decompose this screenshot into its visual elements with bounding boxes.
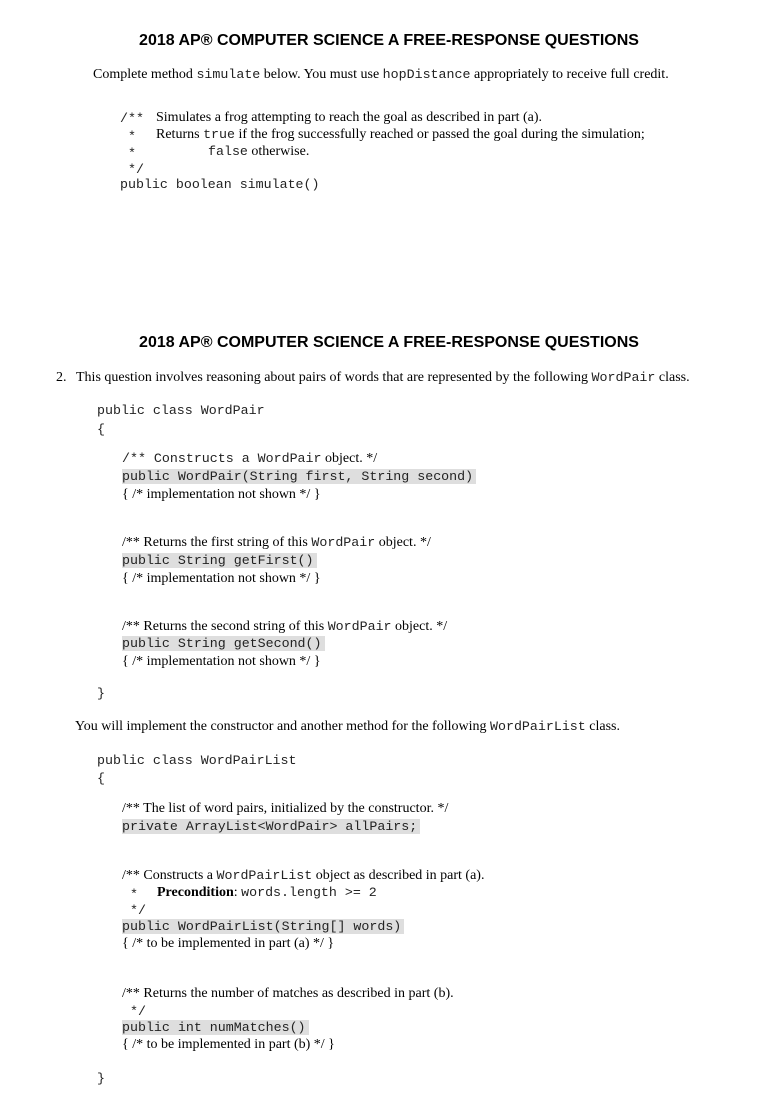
page-header: 2018 AP® COMPUTER SCIENCE A FREE-RESPONSE QUESTIONS [139,334,639,351]
code-inline-true: true [203,127,235,142]
javadoc-text: otherwise. [247,144,310,159]
instruction-text-part: below. You must use [260,67,383,82]
javadoc-comment: /** Returns the number of matches as described in part (b). [122,986,454,1001]
javadoc-text: object. */ [391,619,448,634]
implementation-not-shown: { /* implementation not shown */ } [122,654,321,669]
javadoc-star: * [128,146,136,161]
javadoc-text: /** Constructs a [122,868,217,883]
question-text-part: class. [655,370,690,385]
javadoc-text: object. */ [375,535,431,550]
javadoc-text: /** Constructs a [122,451,258,466]
javadoc-comment [122,619,447,635]
code-inline-simulate: simulate [196,67,261,82]
implementation-not-shown: { /* implementation not shown */ } [122,487,321,502]
class-declaration-wordpairlist: public class WordPairList [97,753,297,768]
javadoc-text: object as described in part (a). [312,868,485,883]
method-signature-wordpair-constructor: public WordPair(String first, String second) [122,469,476,484]
javadoc-line: Simulates a frog attempting to reach the goal as described in part (a). [156,110,543,125]
implementation-not-shown: { /* implementation not shown */ } [122,571,321,586]
code-inline-wordpairlist: WordPairList [216,868,313,883]
method-signature-getsecond: public String getSecond() [122,636,325,651]
precondition-line [157,885,377,901]
implementation-instruction [75,719,620,735]
implementation-part-b: { /* to be implemented in part (b) */ } [122,1037,335,1052]
open-brace: { [97,422,105,437]
javadoc-text: Returns [156,127,204,142]
code-inline-false: false [208,144,248,159]
instruction-text-part: appropriately to receive full credit. [470,67,669,82]
javadoc-star: * [130,887,138,902]
field-declaration-allpairs: private ArrayList<WordPair> allPairs; [122,819,420,834]
page-header: 2018 AP® COMPUTER SCIENCE A FREE-RESPONSE QUESTIONS [139,32,639,49]
javadoc-close: */ [128,162,144,177]
javadoc-close: */ [130,1004,146,1019]
close-brace: } [97,686,105,701]
precondition-label: Precondition [157,885,234,900]
question-text [76,370,690,386]
javadoc-comment [122,535,431,551]
javadoc-comment: /** The list of word pairs, initialized by the constructor. */ [122,801,449,816]
implementation-part-a: { /* to be implemented in part (a) */ } [122,936,335,951]
precondition-colon: : [233,885,242,900]
instruction-text-part: Complete method [93,67,197,82]
instruction-text-part: class. [585,719,620,734]
code-inline-hopdistance: hopDistance [382,67,471,82]
javadoc-star: * [128,129,136,144]
javadoc-text: if the frog successfully reached or passed the goal during the simulation; [234,127,645,142]
code-inline-precondition: words.length >= 2 [241,885,377,900]
close-brace: } [97,1071,105,1086]
javadoc-close: */ [130,903,146,918]
method-signature-simulate: public boolean simulate() [120,177,320,192]
method-signature-nummatches: public int numMatches() [122,1020,309,1035]
class-declaration-wordpair: public class WordPair [97,403,265,418]
javadoc-text: /** Returns the second string of this [122,619,328,634]
method-signature-wordpairlist-constructor: public WordPairList(String[] words) [122,919,404,934]
javadoc-open: /** [120,111,144,126]
code-inline-wordpair: WordPair [257,451,322,466]
javadoc-line [156,127,645,143]
javadoc-comment [122,451,377,467]
javadoc-line [208,144,309,160]
question-text-part: This question involves reasoning about pairs of words that are represented by the following [76,370,592,385]
javadoc-text: /** Returns the first string of this [122,535,312,550]
method-signature-getfirst: public String getFirst() [122,553,317,568]
instruction-text [93,67,669,83]
open-brace: { [97,771,105,786]
javadoc-text: object. */ [321,451,378,466]
code-inline-wordpair: WordPair [327,619,392,634]
code-inline-wordpair: WordPair [311,535,376,550]
code-inline-wordpair: WordPair [591,370,656,385]
instruction-text-part: You will implement the constructor and another method for the following [75,719,491,734]
code-inline-wordpairlist: WordPairList [490,719,586,734]
javadoc-comment [122,868,484,884]
question-number: 2. [56,370,67,385]
